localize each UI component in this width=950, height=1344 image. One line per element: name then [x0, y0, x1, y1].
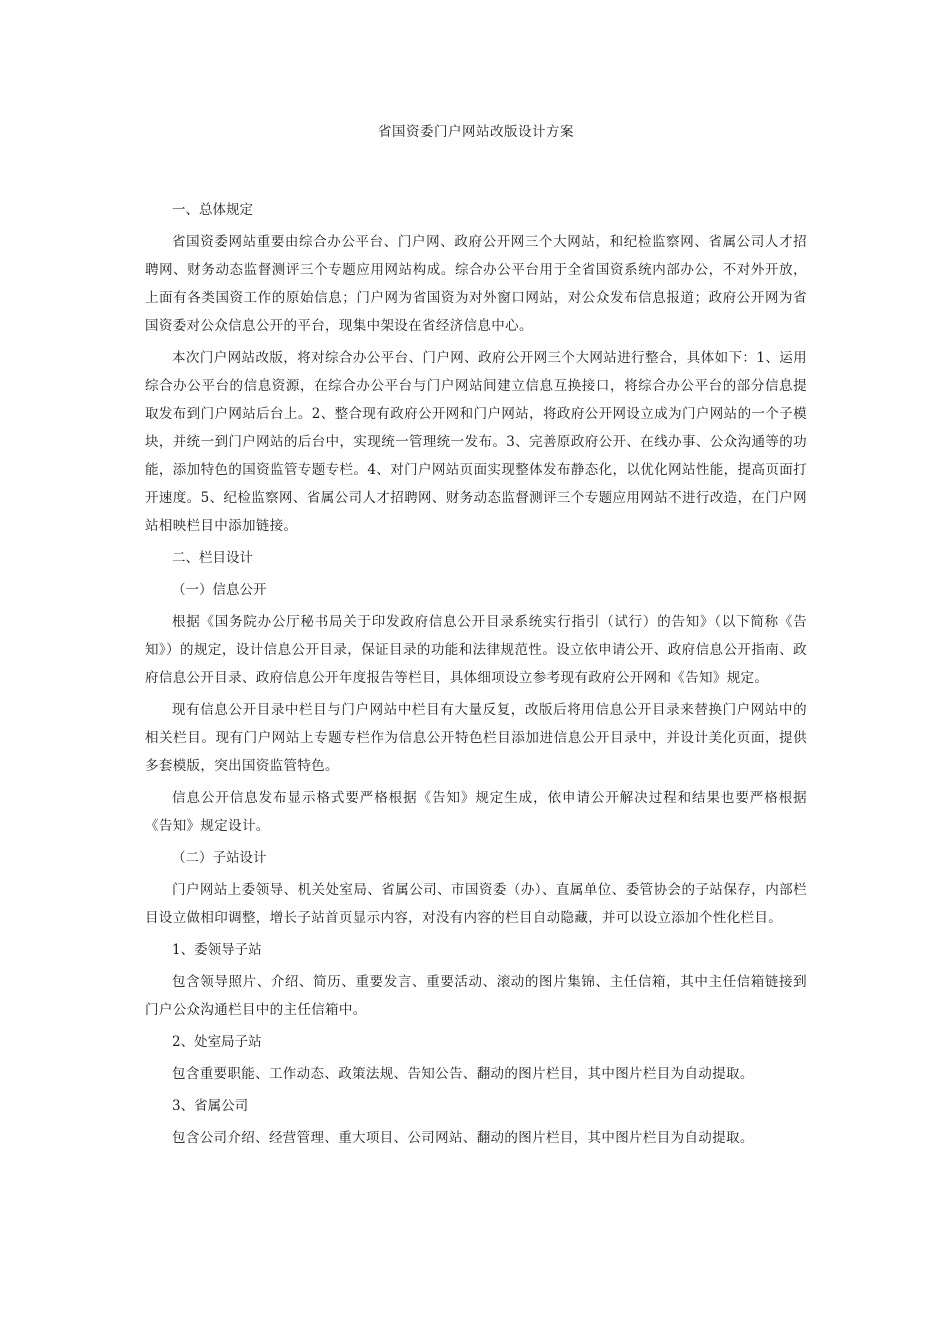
paragraph: 现有信息公开目录中栏目与门户网站中栏目有大量反复，改版后将用信息公开目录来替换门户网站中的相关栏目。现有门户网站上专题专栏作为信息公开特色栏目添加进信息公开目录中，并设计美化页面，提供多套模版，突出国资监管特色。 — [145, 702, 807, 774]
paragraph: 包含公司介绍、经营管理、重大项目、公司网站、翻动的图片栏目，其中图片栏目为自动提取。 — [172, 1130, 754, 1146]
paragraph: 本次门户网站改版，将对综合办公平台、门户网、政府公开网三个大网站进行整合，具体如下：1、运用综合办公平台的信息资源，在综合办公平台与门户网站间建立信息互换接口，将综合办公平台的部分信息提取发布到门户网站后台上。2、整合现有政府公开网和门户网站，将政府公开网设立成为门户网站的一个子模块，并统一到门户网站的后台中，实现统一管理统一发布。3、完善原政府公开、在线办事、公众沟通等的功能，添加特色的国资监管专题专栏。4、对门户网站页面实现整体发布静态化，以优化网站性能，提高页面打开速度。5、纪检监察网、省属公司人才招聘网、财务动态监督测评三个专题应用网站不进行改造，在门户网站相映栏目中添加链接。 — [145, 350, 807, 534]
document-body — [145, 118, 807, 1156]
subsection-heading-substation: （二）子站设计 — [172, 850, 267, 866]
section-heading-general: 一、总体规定 — [172, 202, 253, 218]
document-title: 省国资委门户网站改版设计方案 — [378, 124, 574, 140]
item-heading-provincial-company: 3、省属公司 — [172, 1098, 249, 1114]
paragraph: 包含重要职能、工作动态、政策法规、告知公告、翻动的图片栏目，其中图片栏目为自动提取。 — [172, 1066, 754, 1082]
item-heading-department-site: 2、处室局子站 — [172, 1034, 262, 1050]
paragraph: 省国资委网站重要由综合办公平台、门户网、政府公开网三个大网站，和纪检监察网、省属公司人才招聘网、财务动态监督测评三个专题应用网站构成。综合办公平台用于全省国资系统内部办公，不对外开放，上面有各类国资工作的原始信息；门户网为省国资为对外窗口网站，对公众发布信息报道；政府公开网为省国资委对公众信息公开的平台，现集中架设在省经济信息中心。 — [145, 234, 807, 334]
paragraph: 包含领导照片、介绍、简历、重要发言、重要活动、滚动的图片集锦、主任信箱，其中主任信箱链接到门户公众沟通栏目中的主任信箱中。 — [145, 974, 807, 1018]
section-heading-columns: 二、栏目设计 — [172, 550, 253, 566]
item-heading-leader-site: 1、委领导子站 — [172, 942, 262, 958]
paragraph: 门户网站上委领导、机关处室局、省属公司、市国资委（办）、直属单位、委管协会的子站保存，内部栏目设立做相印调整，增长子站首页显示内容，对没有内容的栏目自动隐藏，并可以设立添加个性化栏目。 — [145, 882, 807, 926]
subsection-heading-info-disclosure: （一）信息公开 — [172, 582, 267, 598]
paragraph: 信息公开信息发布显示格式要严格根据《告知》规定生成，依申请公开解决过程和结果也要严格根据《告知》规定设计。 — [145, 790, 807, 834]
paragraph: 根据《国务院办公厅秘书局关于印发政府信息公开目录系统实行指引（试行）的告知》（以下简称《告知》）的规定，设计信息公开目录，保证目录的功能和法律规范性。设立依申请公开、政府信息公开指南、政府信息公开目录、政府信息公开年度报告等栏目，具体细项设立参考现有政府公开网和《告知》规定。 — [145, 614, 807, 686]
